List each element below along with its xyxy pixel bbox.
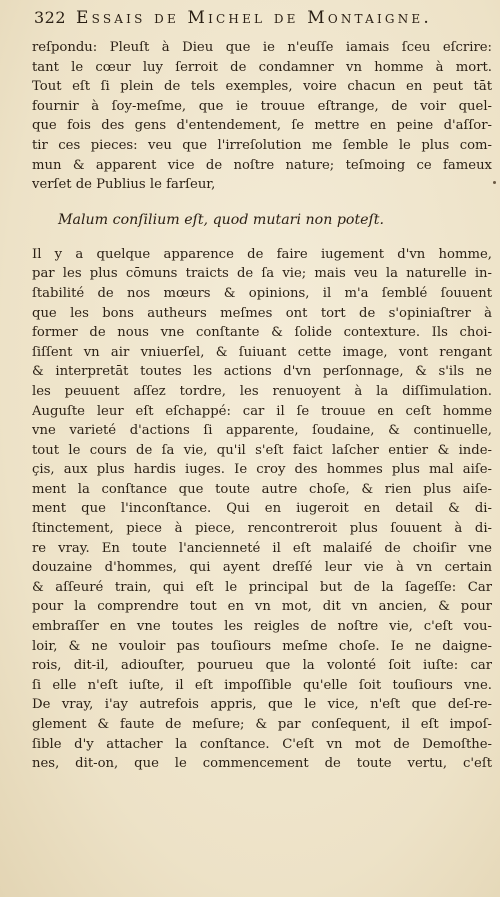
text-line: tout le cours de ſa vie, qu'il s'eſt faict laſcher entier & inde- [32, 442, 492, 458]
running-title: Essais de Michel de Montaigne. [76, 8, 432, 28]
text-line: & interpretāt toutes les actions d'vn perſonnage, & s'ils ne [32, 364, 492, 380]
text-line: ſiſſent vn air vniuerſel, & ſuiuant cette image, vont rengant [32, 344, 492, 360]
text-line: tir ces pieces: veu que l'irreſolution me ſemble le plus com- [32, 137, 492, 153]
text-line: vne varieté d'actions ſi apparente, ſoudaine, & continuelle, [32, 423, 492, 439]
text-line: par les plus cōmuns traicts de ſa vie; mais veu la naturelle in- [32, 266, 492, 282]
text-line: mun & apparent vice de noſtre nature; teſmoing ce fameux [32, 157, 492, 173]
margin-speck [493, 181, 496, 184]
text-line: Il y a quelque apparence de faire iugement d'vn homme, [32, 246, 492, 262]
text-line: nes, dit-on, que le commencement de toute vertu, c'eſt [32, 756, 492, 772]
text-line: embraſſer en vne toutes les reigles de noſtre vie, c'eſt vou- [32, 619, 492, 635]
text-line: De vray, i'ay autrefois appris, que le vice, n'eſt que deſ-re- [32, 697, 492, 713]
text-block [32, 38, 492, 774]
text-line: ſtinctement, piece à piece, rencontreroit plus ſouuent à di- [32, 521, 492, 537]
text-line: glement & faute de meſure; & par conſequent, il eſt impoſ- [32, 717, 492, 732]
text-line: ment que l'inconſtance. Qui en iugeroit en detail & di- [32, 501, 492, 517]
text-line: ſible d'y attacher la conſtance. C'eſt vn mot de Demoſthe- [32, 736, 492, 752]
page-number: 322 [34, 8, 67, 27]
text-line: les peuuent aſſez tordre, les renuoyent à la diſſimulation. [32, 383, 492, 399]
text-line: tant le cœur luy ſerroit de condamner vn homme à mort. [32, 59, 492, 75]
text-line: ment la conſtance que toute autre choſe, & rien plus aiſe- [32, 481, 492, 497]
text-line: fournir à ſoy-meſme, que ie trouue eſtrange, de voir quel- [32, 98, 492, 114]
text-line: ſi elle n'eſt iuſte, il eſt impoſſible qu'elle ſoit touſiours vne. [32, 677, 492, 693]
text-line: pour la comprendre tout en vn mot, dit vn ancien, & pour [32, 599, 492, 615]
text-line: douzaine d'hommes, qui ayent dreſſé leur vie à vn certain [32, 560, 492, 576]
text-line: reſpondu: Pleuſt à Dieu que ie n'euſſe iamais ſceu eſcrire: [32, 40, 492, 55]
text-line: ſtabilité de nos mœurs & opinions, il m'a ſemblé ſouuent [32, 285, 492, 301]
page-header [34, 8, 490, 34]
paragraph-2 [32, 245, 492, 774]
text-line: que fois des gens d'entendement, ſe mettre en peine d'aſſor- [32, 118, 492, 134]
text-line: Auguſte leur eſt eſchappé: car il ſe trouue en ceſt homme [32, 403, 492, 419]
paragraph-1 [32, 38, 492, 195]
latin-quote: Malum conſilium eſt, quod mutari non poteſt. [58, 211, 385, 228]
text-line: çis, aux plus hardis iuges. Ie croy des hommes plus mal aiſe- [32, 462, 492, 478]
text-line: verſet de Publius le farſeur, [32, 177, 216, 193]
text-line: & aſſeuré train, qui eſt le principal but de la ſageſſe: Car [32, 579, 492, 595]
text-line: former de nous vne conſtante & ſolide contexture. Ils choi- [32, 325, 492, 341]
text-line: loir, & ne vouloir pas touſiours meſme choſe. Ie ne daigne- [32, 638, 492, 654]
text-line: rois, dit-il, adiouſter, pourueu que la volonté ſoit iuſte: car [32, 658, 492, 674]
text-line: Tout eſt ſi plein de tels exemples, voire chacun en peut tāt [32, 79, 492, 95]
text-line: que les bons autheurs meſmes ont tort de s'opiniaſtrer à [32, 305, 492, 321]
text-line: re vray. En toute l'ancienneté il eſt malaiſé de choiſir vne [32, 540, 492, 556]
